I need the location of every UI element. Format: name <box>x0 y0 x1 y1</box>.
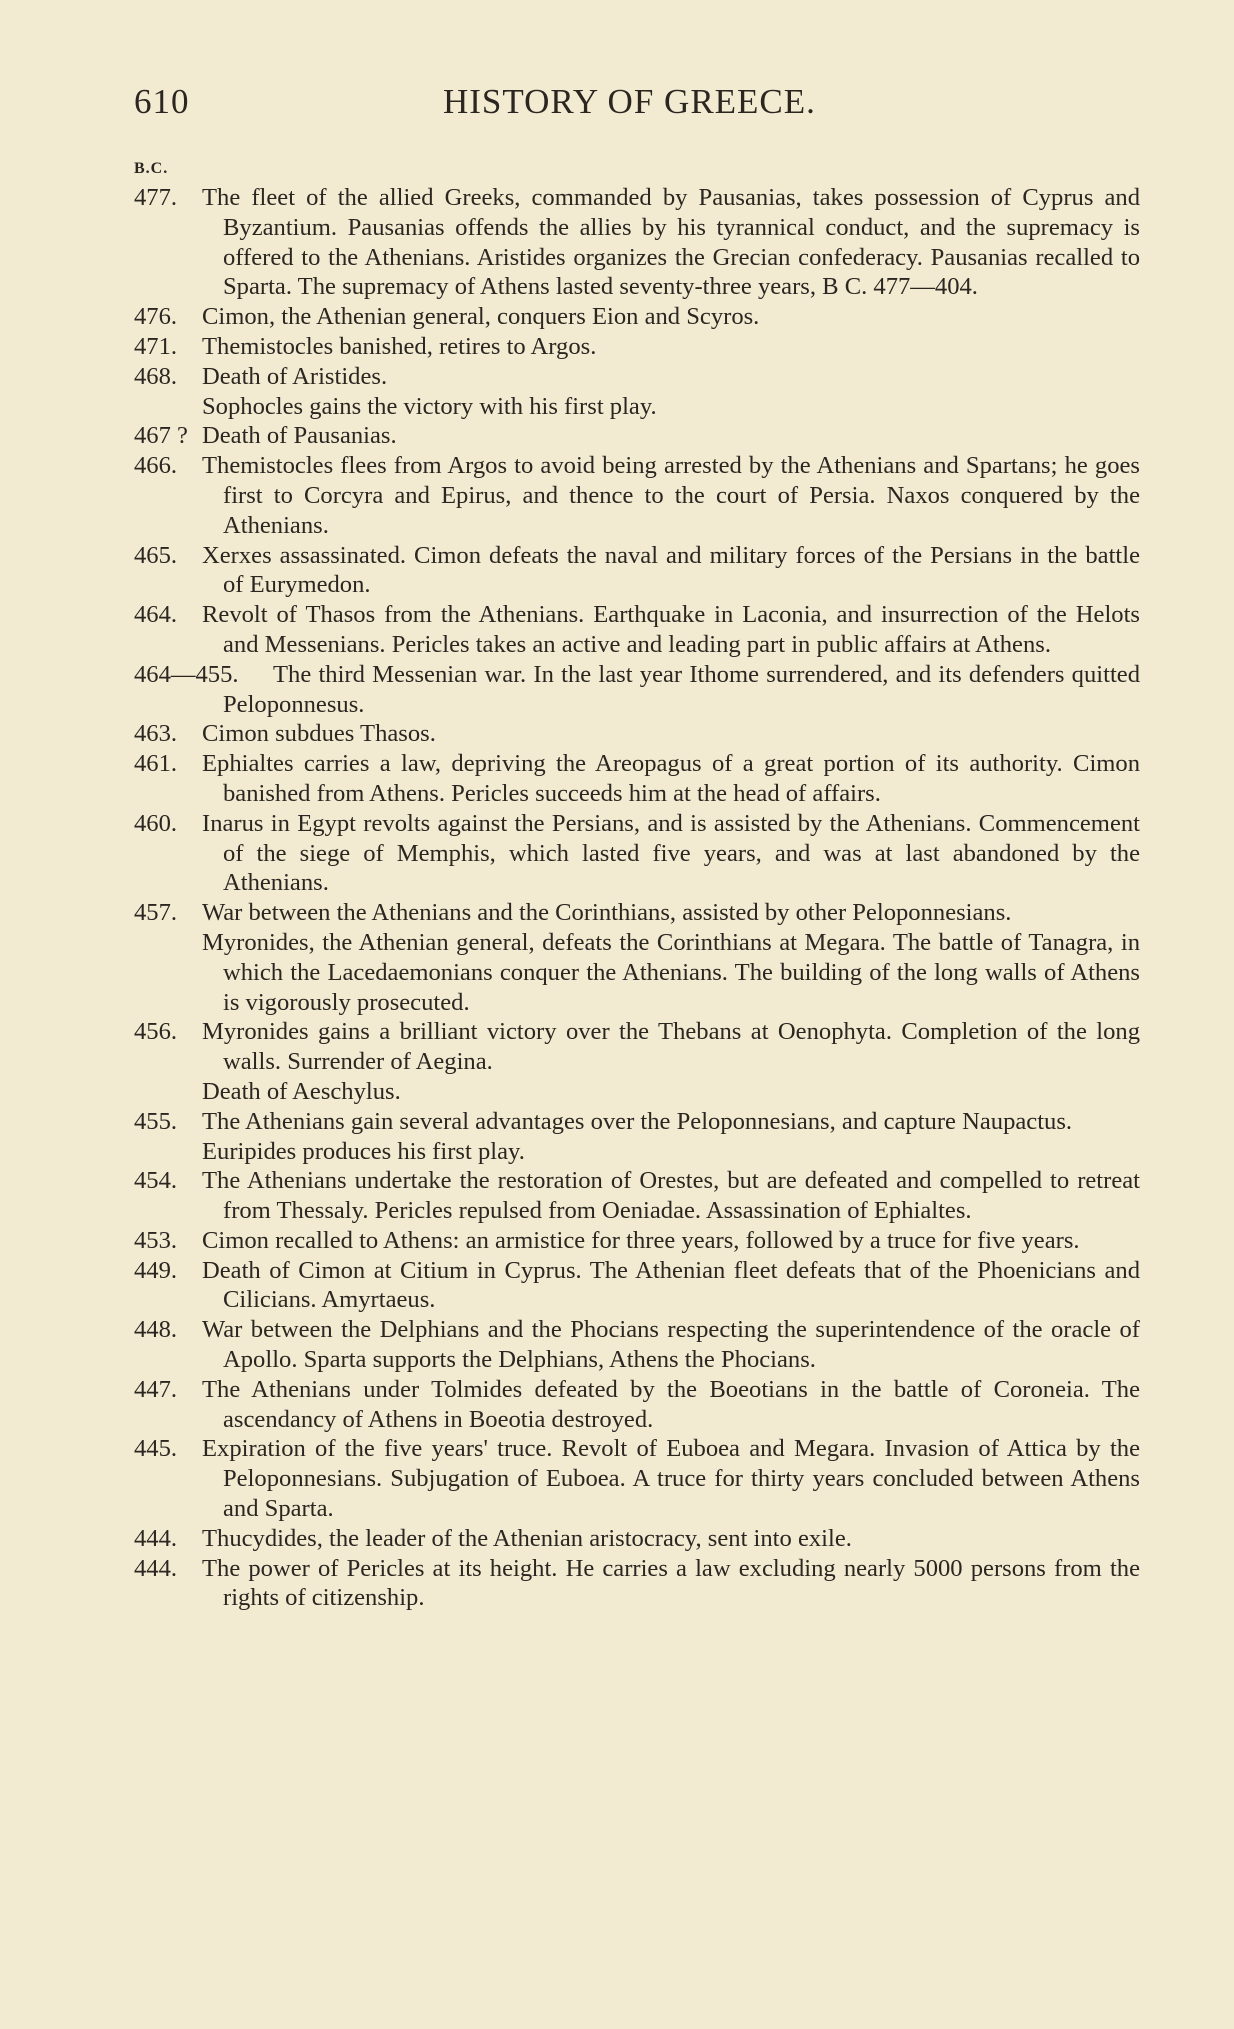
entry-text: The fleet of the allied Greeks, commanded by Pausanias, takes possession of Cyprus and Byzantium. Pausanias offends the allies by his tyrannical conduct, and the supremacy is offered to the Athenians. Aristides organizes the Grecian confederacy. Pausanias recalled to Sparta. The supremacy of Athens lasted seventy-three years, B C. 477—404. <box>202 184 1140 301</box>
chronology-entry <box>134 302 1140 332</box>
entry-year: 447. <box>134 1375 178 1403</box>
entry-text: Themistocles banished, retires to Argos. <box>202 332 597 360</box>
chronology-entry <box>134 1107 1140 1137</box>
entry-year: 445. <box>134 1435 178 1463</box>
entry-year: 460. <box>134 809 178 837</box>
entry-text: Cimon, the Athenian general, conquers Eion and Scyros. <box>202 303 760 331</box>
entry-text: The third Messenian war. In the last year Ithome surrendered, and its defenders quitted Peloponnesus. <box>223 660 1140 718</box>
page-number: 610 <box>134 82 190 121</box>
chronology-entry <box>134 1137 1140 1167</box>
chronology-entry <box>134 749 1140 809</box>
entry-text: Death of Aristides. <box>202 362 388 390</box>
entry-text: Death of Pausanias. <box>202 422 397 450</box>
chronology-entry <box>134 1226 1140 1256</box>
entry-text: Death of Aeschylus. <box>202 1077 401 1105</box>
chronology-entry <box>134 928 1140 1017</box>
entry-year: 444. <box>134 1554 178 1582</box>
era-label: B.C. <box>134 160 169 177</box>
running-title: HISTORY OF GREECE. <box>443 82 816 121</box>
entry-year: 448. <box>134 1316 178 1344</box>
chronology-entry <box>134 392 1140 422</box>
entry-text: Myronides, the Athenian general, defeats the Corinthians at Megara. The battle of Tanagra, in which the Lacedaemonians conquer the Athenians. The building of the long walls of Athens is vigorously prosecuted. <box>202 928 1140 1016</box>
entry-year: 444. <box>134 1524 178 1552</box>
entry-year: 464. <box>134 601 178 629</box>
entry-text: Myronides gains a brilliant victory over the Thebans at Oenophyta. Completion of the long walls. Surrender of Aegina. <box>202 1018 1140 1076</box>
entry-year: 454. <box>134 1167 178 1195</box>
entry-year: 465. <box>134 541 178 569</box>
entry-text: The power of Pericles at its height. He carries a law excluding nearly 5000 persons from the rights of citizenship. <box>202 1554 1140 1612</box>
chronology-entry <box>134 1077 1140 1107</box>
entry-year: 477. <box>134 184 178 211</box>
entry-year: 464—455. <box>134 660 239 688</box>
entry-text: Revolt of Thasos from the Athenians. Earthquake in Laconia, and insurrection of the Helots and Messenians. Pericles takes an active and leading part in public affairs at Athens. <box>202 601 1140 658</box>
entry-text: Themistocles flees from Argos to avoid being arrested by the Athenians and Spartans; he goes first to Corcyra and Epirus, and thence to the court of Persia. Naxos conquered by the Athenians. <box>202 452 1140 539</box>
entry-text: Sophocles gains the victory with his first play. <box>202 392 657 420</box>
entry-text: The Athenians gain several advantages over the Peloponnesians, and capture Naupactus. <box>202 1107 1073 1135</box>
chronology-entry <box>134 1166 1140 1226</box>
entry-text: War between the Athenians and the Corinthians, assisted by other Peloponnesians. <box>202 899 1012 927</box>
entry-text: War between the Delphians and the Phocians respecting the superintendence of the oracle of Apollo. Sparta supports the Delphians, Athens the Phocians. <box>202 1316 1140 1374</box>
page-header <box>134 82 1134 132</box>
entry-text: Inarus in Egypt revolts against the Persians, and is assisted by the Athenians. Commencement of the siege of Memphis, which lasted five years, and was at last abandoned by the Athenians. <box>202 809 1140 897</box>
chronology-entry <box>134 660 1140 720</box>
chronology-entry <box>134 809 1140 898</box>
chronology-entry <box>134 541 1140 601</box>
chronology-entry <box>134 362 1140 392</box>
entry-year: 476. <box>134 303 178 331</box>
entry-year: 457. <box>134 899 178 927</box>
entry-year: 461. <box>134 750 178 778</box>
entry-year: 453. <box>134 1226 178 1254</box>
chronology-entry <box>134 421 1140 451</box>
chronology-entry <box>134 332 1140 362</box>
entry-text: Thucydides, the leader of the Athenian aristocracy, sent into exile. <box>202 1524 852 1552</box>
entry-text: Death of Cimon at Citium in Cyprus. The Athenian fleet defeats that of the Phoenicians and Cilicians. Amyrtaeus. <box>202 1256 1140 1314</box>
entry-year: 455. <box>134 1107 178 1135</box>
chronology-entry <box>134 898 1140 928</box>
chronology-entry <box>134 183 1140 302</box>
chronology-entry <box>134 600 1140 660</box>
chronology-entry <box>134 1434 1140 1523</box>
entry-year: 471. <box>134 332 178 360</box>
entry-year: 463. <box>134 720 178 748</box>
chronology-entry <box>134 1375 1140 1435</box>
chronology-list <box>134 183 1140 1613</box>
chronology-entry <box>134 719 1140 749</box>
entry-text: Cimon recalled to Athens: an armistice for three years, followed by a truce for five years. <box>202 1226 1080 1254</box>
chronology-entry <box>134 1017 1140 1077</box>
entry-year: 449. <box>134 1256 178 1284</box>
entry-text: Euripides produces his first play. <box>202 1137 525 1165</box>
chronology-entry <box>134 1524 1140 1554</box>
chronology-entry <box>134 451 1140 540</box>
chronology-entry <box>134 1256 1140 1316</box>
entry-year: 456. <box>134 1018 178 1046</box>
chronology-entry <box>134 1315 1140 1375</box>
entry-year: 466. <box>134 452 178 480</box>
entry-text: The Athenians undertake the restoration of Orestes, but are defeated and compelled to retreat from Thessaly. Pericles repulsed from Oeniadae. Assassination of Ephialtes. <box>202 1167 1140 1225</box>
entry-text: Xerxes assassinated. Cimon defeats the naval and military forces of the Persians in the battle of Eurymedon. <box>202 541 1140 599</box>
entry-text: Cimon subdues Thasos. <box>202 720 436 748</box>
entry-year: 467 ? <box>134 422 188 450</box>
entry-text: The Athenians under Tolmides defeated by the Boeotians in the battle of Coroneia. The ascendancy of Athens in Boeotia destroyed. <box>202 1375 1140 1433</box>
entry-text: Expiration of the five years' truce. Revolt of Euboea and Megara. Invasion of Attica by the Peloponnesians. Subjugation of Euboea. A truce for thirty years concluded between Athens and Sparta. <box>202 1435 1140 1523</box>
chronology-entry <box>134 1554 1140 1614</box>
entry-year: 468. <box>134 362 178 390</box>
entry-text: Ephialtes carries a law, depriving the Areopagus of a great portion of its authority. Cimon banished from Athens. Pericles succeeds him at the head of affairs. <box>202 750 1140 807</box>
